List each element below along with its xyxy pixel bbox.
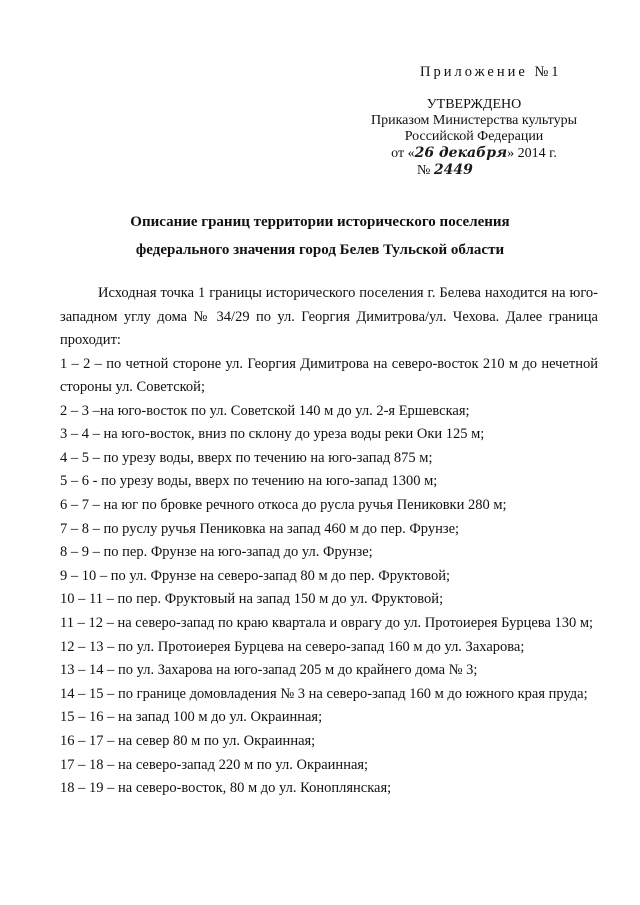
segment-1-2: 1 – 2 – по четной стороне ул. Георгия Димитрова на северо-восток 210 м до нечетной стороны ул. Советской; <box>60 355 598 396</box>
segment-4-5: 4 – 5 – по урезу воды, вверх по течению на юго-запад 875 м; <box>60 449 433 466</box>
segment-8-9: 8 – 9 – по пер. Фрунзе на юго-запад до ул. Фрунзе; <box>60 544 373 561</box>
title-line-2: федерального значения город Белев Тульской области <box>135 242 505 258</box>
handwritten-number: 2449 <box>433 162 473 178</box>
segment-15-16: 15 – 16 – на запад 100 м до ул. Окраинная; <box>60 709 323 726</box>
segment-5-6: 5 – 6 - по урезу воды, вверх по течению на юго-запад 1300 м; <box>60 473 438 490</box>
segment-7-8: 7 – 8 – по руслу ручья Пениковка на запад 460 м до пер. Фрунзе; <box>60 520 460 537</box>
date-prefix: от « <box>391 146 415 161</box>
title-line-1: Описание границ территории исторического поселения <box>130 214 510 230</box>
segment-16-17: 16 – 17 – на север 80 м по ул. Окраинная; <box>60 733 316 749</box>
segment-18-19: 18 – 19 – на северо-восток, 80 м до ул. Коноплянская; <box>60 780 392 797</box>
segment-11-12: 11 – 12 – на северо-запад по краю квартала и оврагу до ул. Протоиерея Бурцева 130 м; <box>60 615 594 632</box>
segment-10-11: 10 – 11 – по пер. Фруктовый на запад 150 м до ул. Фруктовой; <box>60 591 444 608</box>
segment-9-10: 9 – 10 – по ул. Фрунзе на северо-запад 80 м до пер. Фруктовой; <box>60 567 451 584</box>
date-year: 2014 г. <box>517 146 557 161</box>
segment-14-15: 14 – 15 – по границе домовладения № 3 на северо-запад 160 м до южного края пруда; <box>60 685 588 702</box>
order-line-1: Приказом Министерства культуры <box>370 113 578 128</box>
order-line-2: Российской Федерации <box>404 129 544 144</box>
segment-12-13: 12 – 13 – по ул. Протоиерея Бурцева на северо-запад 160 м до ул. Захарова; <box>60 638 525 655</box>
segment-2-3: 2 – 3 –на юго-восток по ул. Советской 140 м до ул. 2-я Ершевская; <box>60 402 470 419</box>
order-number-line <box>360 162 588 179</box>
approval-block <box>360 97 588 179</box>
intro-paragraph: Исходная точка 1 границы исторического поселения г. Белева находится на юго-западном углу дома № 34/29 по ул. Георгия Димитрова/ул. Чехова. Далее граница проходит: <box>60 285 598 348</box>
order-date-line: от «26 декабря» 2014 г. <box>391 145 557 161</box>
approved-label: УТВЕРЖДЕНО <box>426 97 522 112</box>
segment-17-18: 17 – 18 – на северо-запад 220 м по ул. Окраинная; <box>60 756 369 773</box>
segment-3-4: 3 – 4 – на юго-восток, вниз по склону до уреза воды реки Оки 125 м; <box>60 426 485 443</box>
number-prefix: № <box>417 163 431 178</box>
document-title <box>0 208 640 264</box>
document-body <box>60 282 598 801</box>
annex-label: Приложение №1 <box>420 64 562 80</box>
segment-13-14: 13 – 14 – по ул. Захарова на юго-запад 205 м до крайнего дома № 3; <box>60 662 478 679</box>
segment-6-7: 6 – 7 – на юг по бровке речного откоса до русла ручья Пениковки 280 м; <box>60 497 507 514</box>
handwritten-date: 26 декабря <box>414 145 508 161</box>
